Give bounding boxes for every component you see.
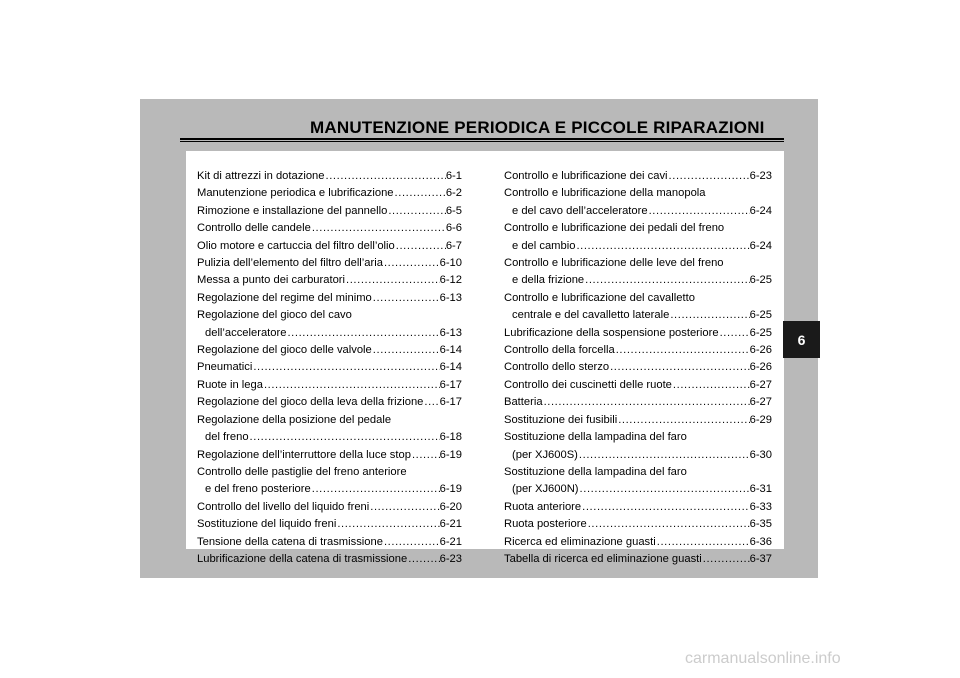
- toc-entry[interactable]: [504, 499, 772, 516]
- dot-leader: [311, 481, 440, 498]
- toc-entry[interactable]: [197, 307, 462, 342]
- toc-page-number: 6-13: [439, 326, 462, 339]
- toc-page-number: 6-25: [749, 309, 772, 322]
- dot-leader: [372, 290, 440, 307]
- dot-leader: [387, 203, 446, 220]
- toc-entry-title: Kit di attrezzi in dotazione: [197, 170, 325, 182]
- dot-leader: [648, 203, 750, 220]
- dot-leader: [543, 394, 750, 411]
- toc-entry[interactable]: [197, 377, 462, 394]
- toc-entry-title: Messa a punto dei carburatori: [197, 274, 346, 287]
- toc-entry-title: Controllo dei cuscinetti delle ruote: [504, 378, 672, 391]
- toc-entry[interactable]: [504, 185, 772, 220]
- dot-leader: [372, 342, 440, 359]
- toc-entry[interactable]: [504, 255, 772, 290]
- toc-entry[interactable]: [197, 551, 462, 568]
- toc-page-number: 6-19: [439, 483, 462, 496]
- dot-leader: [668, 168, 750, 185]
- toc-entry-title-line: Sostituzione della lampadina del faro: [504, 465, 687, 478]
- toc-entry-title-line: Regolazione del gioco del cavo: [197, 309, 352, 322]
- toc-entry-title: e del cambio: [512, 239, 576, 252]
- dot-leader: [411, 447, 440, 464]
- toc-entry[interactable]: [197, 238, 462, 255]
- toc-entry-title: Regolazione del regime del minimo: [197, 291, 372, 304]
- toc-page-number: 6-29: [749, 413, 772, 426]
- toc-entry-title: Controllo e lubrificazione dei cavi: [504, 170, 668, 182]
- toc-entry-title: Lubrificazione della sospensione posteriore: [504, 326, 719, 339]
- title-rule-thin: [180, 141, 784, 142]
- toc-entry-title: Manutenzione periodica e lubrificazione: [197, 187, 394, 200]
- toc-entry-title-line: Controllo e lubrificazione della manopola: [504, 187, 706, 200]
- dot-leader: [252, 359, 439, 376]
- toc-page-number: 6-33: [749, 500, 772, 513]
- dot-leader: [395, 238, 446, 255]
- dot-leader: [669, 307, 749, 324]
- toc-entry[interactable]: [197, 203, 462, 220]
- title-rule: [180, 138, 784, 140]
- dot-leader: [407, 551, 439, 568]
- toc-page-number: 6-37: [749, 552, 772, 565]
- toc-entry-title: (per XJ600N): [512, 483, 579, 496]
- dot-leader: [311, 220, 446, 237]
- toc-entry[interactable]: [504, 168, 772, 185]
- toc-page-number: 6-26: [749, 361, 772, 374]
- toc-page-number: 6-27: [749, 378, 772, 391]
- dot-leader: [578, 447, 750, 464]
- toc-page-number: 6-13: [439, 291, 462, 304]
- toc-entry-title: Ruota anteriore: [504, 500, 582, 513]
- toc-entry-title: Pulizia dell’elemento del filtro dell’aria: [197, 257, 383, 270]
- dot-leader: [581, 499, 749, 516]
- toc-entry-title: Pneumatici: [197, 361, 253, 374]
- dot-leader: [579, 481, 750, 498]
- dot-leader: [575, 238, 749, 255]
- toc-page-number: 6-12: [439, 274, 462, 287]
- toc-page-number: 6-24: [749, 239, 772, 252]
- dot-leader: [702, 551, 750, 568]
- toc-entry-title: e del cavo dell’acceleratore: [512, 204, 648, 217]
- toc-entry[interactable]: [504, 359, 772, 376]
- dot-leader: [383, 255, 440, 272]
- toc-entry[interactable]: [504, 290, 772, 325]
- dot-leader: [383, 534, 440, 551]
- toc-entry[interactable]: [197, 168, 462, 185]
- toc-entry-title: e della frizione: [512, 274, 585, 287]
- dot-leader: [609, 359, 750, 376]
- toc-entry-title: Rimozione e installazione del pannello: [197, 204, 388, 217]
- toc-entry-title: dell’acceleratore: [205, 326, 287, 339]
- toc-left-column: [197, 168, 462, 568]
- toc-page-number: 6-19: [439, 448, 462, 461]
- toc-entry-title: (per XJ600S): [512, 448, 578, 461]
- watermark: carmanualsonline.info: [685, 650, 841, 667]
- toc-right-column: [504, 168, 772, 568]
- toc-page-number: 6-21: [439, 518, 462, 531]
- toc-entry[interactable]: [504, 220, 772, 255]
- toc-entry[interactable]: [504, 394, 772, 411]
- toc-page-number: 6-27: [749, 396, 772, 409]
- toc-entry-title: Lubrificazione della catena di trasmissione: [197, 552, 408, 565]
- toc-entry[interactable]: [197, 412, 462, 447]
- toc-entry-title-line: Controllo e lubrificazione dei pedali del freno: [504, 222, 725, 235]
- toc-page-number: 6-17: [439, 396, 462, 409]
- toc-entry[interactable]: [197, 447, 462, 464]
- dot-leader: [584, 272, 749, 289]
- toc-page-number: 6-2: [445, 187, 462, 200]
- toc-entry-title: Sostituzione dei fusibili: [504, 413, 618, 426]
- dot-leader: [249, 429, 440, 446]
- toc-entry-title: Controllo del livello del liquido freni: [197, 500, 370, 513]
- toc-page-number: 6-6: [445, 222, 462, 235]
- toc-entry-title: Sostituzione del liquido freni: [197, 518, 337, 531]
- toc-page-number: 6-30: [749, 448, 772, 461]
- toc-entry[interactable]: [197, 272, 462, 289]
- toc-entry-title: Ruote in lega: [197, 378, 263, 391]
- section-tab[interactable]: 6: [783, 321, 820, 358]
- toc-entry[interactable]: [197, 185, 462, 202]
- toc-entry[interactable]: [504, 412, 772, 429]
- toc-entry[interactable]: [197, 220, 462, 237]
- toc-entry[interactable]: [197, 290, 462, 307]
- toc-entry-title: Ricerca ed eliminazione guasti: [504, 535, 656, 548]
- toc-page-number: 6-36: [749, 535, 772, 548]
- toc-page-number: 6-35: [749, 518, 772, 531]
- dot-leader: [656, 534, 750, 551]
- toc-entry[interactable]: [197, 359, 462, 376]
- toc-entry[interactable]: [197, 534, 462, 551]
- toc-page-number: 6-1: [445, 170, 462, 182]
- toc-page-number: 6-5: [445, 204, 462, 217]
- toc-entry-title: Olio motore e cartuccia del filtro dell’olio: [197, 239, 395, 252]
- toc-entry-title: Batteria: [504, 396, 543, 409]
- toc-entry[interactable]: [197, 516, 462, 533]
- toc-page-number: 6-7: [445, 239, 462, 252]
- dot-leader: [672, 377, 750, 394]
- toc-entry-title: Regolazione del gioco delle valvole: [197, 344, 372, 357]
- dot-leader: [394, 185, 446, 202]
- toc-entry-title: del freno: [205, 431, 249, 444]
- toc-entry-title: e del freno posteriore: [205, 483, 311, 496]
- dot-leader: [345, 272, 440, 289]
- toc-entry[interactable]: [504, 551, 772, 568]
- toc-entry-title: Controllo dello sterzo: [504, 361, 610, 374]
- toc-page-number: 6-31: [749, 483, 772, 496]
- toc-entry-title: Regolazione del gioco della leva della frizione: [197, 396, 424, 409]
- dot-leader: [336, 516, 439, 533]
- toc-page-number: 6-21: [439, 535, 462, 548]
- toc-entry[interactable]: [197, 394, 462, 411]
- toc-page-number: 6-25: [749, 274, 772, 287]
- toc-page-number: 6-14: [439, 361, 462, 374]
- toc-entry[interactable]: [504, 534, 772, 551]
- toc-panel: [186, 151, 784, 565]
- toc-page-number: 6-23: [749, 170, 772, 182]
- toc-page-number: 6-24: [749, 204, 772, 217]
- toc-entry[interactable]: [504, 429, 772, 464]
- toc-page-number: 6-17: [439, 378, 462, 391]
- toc-page-number: 6-14: [439, 344, 462, 357]
- toc-entry-title-line: Controllo e lubrificazione del cavalletto: [504, 291, 695, 304]
- toc-entry[interactable]: [197, 342, 462, 359]
- toc-entry[interactable]: [504, 377, 772, 394]
- toc-entry-title: centrale e del cavalletto laterale: [512, 309, 670, 322]
- toc-page-number: 6-26: [749, 344, 772, 357]
- page-title: MANUTENZIONE PERIODICA E PICCOLE RIPARAZIONI: [310, 118, 765, 137]
- toc-entry[interactable]: [504, 325, 772, 342]
- dot-leader: [324, 168, 445, 185]
- toc-entry-title-line: Controllo delle pastiglie del freno anteriore: [197, 465, 407, 478]
- toc-page-number: 6-18: [439, 431, 462, 444]
- dot-leader: [286, 325, 439, 342]
- toc-entry-title: Tabella di ricerca ed eliminazione guasti: [504, 552, 702, 565]
- toc-entry[interactable]: [197, 499, 462, 516]
- toc-page-number: 6-20: [439, 500, 462, 513]
- dot-leader: [263, 377, 440, 394]
- toc-entry-title: Ruota posteriore: [504, 518, 587, 531]
- toc-entry-title-line: Controllo e lubrificazione delle leve del freno: [504, 257, 724, 270]
- toc-entry-title: Tensione della catena di trasmissione: [197, 535, 383, 548]
- dot-leader: [587, 516, 750, 533]
- dot-leader: [369, 499, 439, 516]
- toc-entry-title: Regolazione dell’interruttore della luce stop: [197, 448, 411, 461]
- toc-entry[interactable]: [504, 342, 772, 359]
- toc-entry[interactable]: [197, 255, 462, 272]
- toc-entry-title-line: Regolazione della posizione del pedale: [197, 413, 392, 426]
- toc-entry[interactable]: [197, 464, 462, 499]
- toc-page-number: 6-25: [749, 326, 772, 339]
- dot-leader: [719, 325, 750, 342]
- dot-leader: [423, 394, 439, 411]
- toc-page-number: 6-23: [439, 552, 462, 565]
- toc-page-number: 6-10: [439, 257, 462, 270]
- dot-leader: [617, 412, 749, 429]
- toc-entry[interactable]: [504, 464, 772, 499]
- toc-entry-title: Controllo della forcella: [504, 344, 615, 357]
- toc-entry[interactable]: [504, 516, 772, 533]
- toc-entry-title: Controllo delle candele: [197, 222, 311, 235]
- toc-entry-title-line: Sostituzione della lampadina del faro: [504, 431, 687, 444]
- dot-leader: [615, 342, 750, 359]
